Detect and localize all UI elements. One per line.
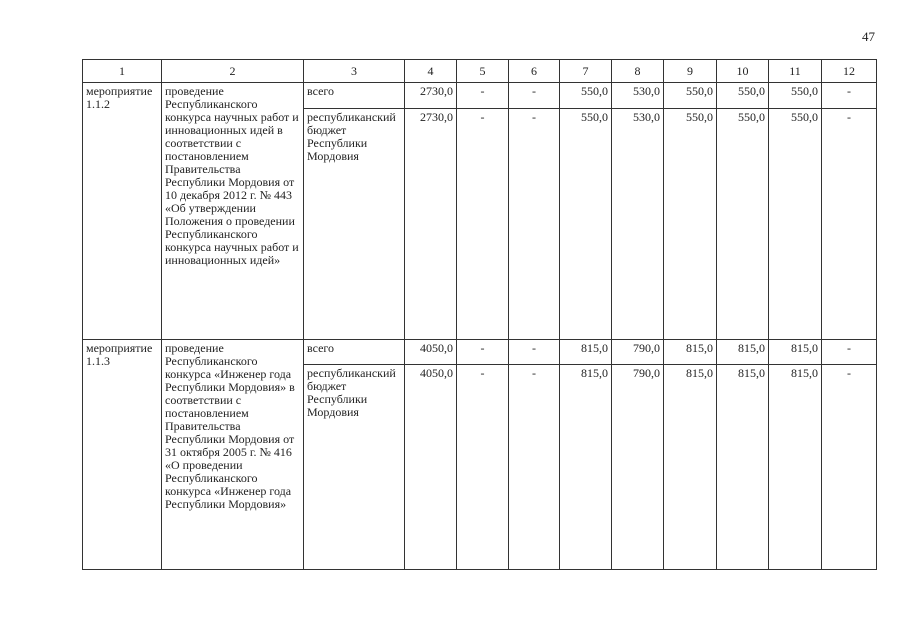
- value-cell: 550,0: [717, 83, 769, 109]
- value-cell: 550,0: [769, 83, 822, 109]
- value-cell: 815,0: [664, 340, 717, 365]
- value-cell: 530,0: [612, 83, 664, 109]
- budget-table: [82, 59, 877, 570]
- funding-source: всего: [304, 340, 405, 365]
- funding-source: республиканский бюджет Республики Мордовия: [304, 109, 405, 340]
- header-cell: 8: [612, 60, 664, 83]
- value-cell: 815,0: [769, 365, 822, 570]
- header-cell: 4: [405, 60, 457, 83]
- activity-description: проведение Республиканского конкурса «Инженер года Республики Мордовия» в соответствии с постановлением Правительства Республики Мордовия от 31 октября 2005 г. № 416 «О проведении Республиканского конкурса «Инженер года Республики Мордовия»: [162, 340, 304, 570]
- header-cell: 6: [509, 60, 560, 83]
- value-cell: -: [509, 109, 560, 340]
- value-cell: -: [822, 109, 877, 340]
- activity-name: мероприятие 1.1.2: [83, 83, 162, 340]
- value-cell: 790,0: [612, 340, 664, 365]
- table-row: [83, 83, 877, 109]
- header-cell: 11: [769, 60, 822, 83]
- value-cell: 550,0: [717, 109, 769, 340]
- value-cell: 550,0: [769, 109, 822, 340]
- activity-description: проведение Республиканского конкурса научных работ и инновационных идей в соответствии с постановлением Правительства Республики Мордовия от 10 декабря 2012 г. № 443 «Об утверждении Положения о проведении Республиканского конкурса научных работ и инновационных идей»: [162, 83, 304, 340]
- table-row: [83, 340, 877, 365]
- header-cell: 1: [83, 60, 162, 83]
- value-cell: 550,0: [560, 83, 612, 109]
- value-cell: -: [509, 83, 560, 109]
- value-cell: 815,0: [717, 365, 769, 570]
- value-cell: 530,0: [612, 109, 664, 340]
- value-cell: -: [822, 340, 877, 365]
- value-cell: -: [457, 340, 509, 365]
- funding-source: республиканский бюджет Республики Мордовия: [304, 365, 405, 570]
- value-cell: -: [457, 365, 509, 570]
- header-cell: 10: [717, 60, 769, 83]
- header-cell: 9: [664, 60, 717, 83]
- header-cell: 2: [162, 60, 304, 83]
- total-cell: 2730,0: [405, 109, 457, 340]
- value-cell: -: [822, 365, 877, 570]
- funding-source: всего: [304, 83, 405, 109]
- value-cell: 815,0: [664, 365, 717, 570]
- value-cell: -: [457, 109, 509, 340]
- value-cell: -: [822, 83, 877, 109]
- value-cell: 815,0: [769, 340, 822, 365]
- total-cell: 4050,0: [405, 365, 457, 570]
- value-cell: -: [457, 83, 509, 109]
- total-cell: 4050,0: [405, 340, 457, 365]
- value-cell: 550,0: [664, 83, 717, 109]
- header-cell: 12: [822, 60, 877, 83]
- total-cell: 2730,0: [405, 83, 457, 109]
- activity-name: мероприятие 1.1.3: [83, 340, 162, 570]
- value-cell: 550,0: [664, 109, 717, 340]
- header-cell: 3: [304, 60, 405, 83]
- header-cell: 5: [457, 60, 509, 83]
- header-row: [83, 60, 877, 83]
- value-cell: 815,0: [560, 365, 612, 570]
- value-cell: -: [509, 340, 560, 365]
- value-cell: 550,0: [560, 109, 612, 340]
- page-number: 47: [862, 29, 875, 44]
- value-cell: 790,0: [612, 365, 664, 570]
- value-cell: 815,0: [560, 340, 612, 365]
- value-cell: -: [509, 365, 560, 570]
- value-cell: 815,0: [717, 340, 769, 365]
- header-cell: 7: [560, 60, 612, 83]
